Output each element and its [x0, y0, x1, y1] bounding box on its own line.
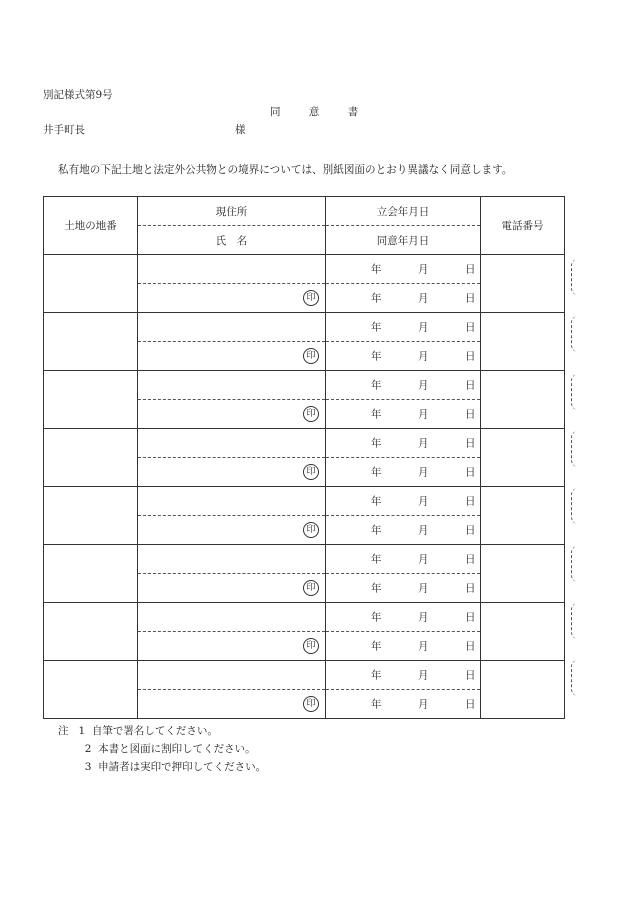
bracket-mark — [571, 259, 579, 295]
year-label: 年 — [371, 350, 382, 363]
date-field[interactable] — [326, 371, 481, 400]
seal-mark-icon: 印 — [303, 522, 319, 538]
table-row — [44, 661, 565, 690]
seal-mark-icon: 印 — [303, 696, 319, 712]
day-label: 日 — [465, 466, 476, 479]
month-label: 月 — [418, 263, 429, 276]
table-row — [44, 487, 565, 516]
month-label: 月 — [418, 379, 429, 392]
lot-number-field[interactable] — [44, 545, 138, 603]
year-label: 年 — [371, 640, 382, 653]
bracket-mark — [571, 488, 579, 524]
day-label: 日 — [465, 292, 476, 305]
header-lot-number: 土地の地番 — [44, 197, 138, 255]
phone-field[interactable] — [481, 371, 565, 429]
address-field[interactable] — [138, 371, 326, 400]
address-field[interactable] — [138, 429, 326, 458]
lot-number-field[interactable] — [44, 371, 138, 429]
document-title — [270, 104, 383, 119]
day-label: 日 — [465, 379, 476, 392]
lot-number-field[interactable] — [44, 313, 138, 371]
phone-field[interactable] — [481, 603, 565, 661]
year-label: 年 — [371, 611, 382, 624]
day-label: 日 — [465, 640, 476, 653]
month-label: 月 — [418, 669, 429, 682]
address-field[interactable] — [138, 545, 326, 574]
address-field[interactable] — [138, 661, 326, 690]
lot-number-field[interactable] — [44, 255, 138, 313]
address-field[interactable] — [138, 313, 326, 342]
month-label: 月 — [418, 495, 429, 508]
month-label: 月 — [418, 524, 429, 537]
year-label: 年 — [371, 582, 382, 595]
month-label: 月 — [418, 582, 429, 595]
month-label: 月 — [418, 437, 429, 450]
phone-field[interactable] — [481, 429, 565, 487]
consent-table — [43, 196, 565, 719]
phone-field[interactable] — [481, 255, 565, 313]
seal-mark-icon: 印 — [303, 406, 319, 422]
header-phone: 電話番号 — [481, 197, 565, 255]
consent-statement: 私有地の下記土地と法定外公共物との境界については、別紙図面のとおり異議なく同意します。 — [58, 164, 513, 176]
note-item: 3 申請者は実印で押印してください。 — [84, 761, 267, 773]
address-field[interactable] — [138, 487, 326, 516]
header-name: 氏 名 — [138, 226, 326, 255]
table-row — [44, 255, 565, 284]
year-label: 年 — [371, 263, 382, 276]
date-field[interactable] — [326, 284, 481, 313]
year-label: 年 — [371, 292, 382, 305]
day-label: 日 — [465, 698, 476, 711]
note-item: 注 1 自筆で署名してください。 — [58, 725, 218, 737]
header-witness-date: 立会年月日 — [326, 197, 481, 226]
date-field[interactable] — [326, 429, 481, 458]
title-char: 同 — [270, 106, 281, 118]
day-label: 日 — [465, 495, 476, 508]
bracket-mark — [571, 374, 579, 410]
title-char: 意 — [308, 106, 320, 118]
phone-field[interactable] — [481, 487, 565, 545]
bracket-mark — [571, 431, 579, 467]
month-label: 月 — [418, 466, 429, 479]
month-label: 月 — [418, 321, 429, 334]
header-current-address: 現住所 — [138, 197, 326, 226]
year-label: 年 — [371, 379, 382, 392]
date-field[interactable] — [326, 661, 481, 690]
year-label: 年 — [371, 321, 382, 334]
year-label: 年 — [371, 495, 382, 508]
bracket-mark — [571, 660, 579, 696]
date-field[interactable] — [326, 690, 481, 719]
date-field[interactable] — [326, 342, 481, 371]
month-label: 月 — [418, 611, 429, 624]
month-label: 月 — [418, 408, 429, 421]
year-label: 年 — [371, 437, 382, 450]
month-label: 月 — [418, 350, 429, 363]
day-label: 日 — [465, 321, 476, 334]
addressee: 井手町長 — [43, 124, 85, 136]
month-label: 月 — [418, 292, 429, 305]
day-label: 日 — [465, 669, 476, 682]
year-label: 年 — [371, 408, 382, 421]
name-field[interactable] — [138, 516, 326, 545]
name-field[interactable] — [138, 284, 326, 313]
header-consent-date: 同意年月日 — [326, 226, 481, 255]
address-field[interactable] — [138, 255, 326, 284]
lot-number-field[interactable] — [44, 661, 138, 719]
note-item: 2 本書と図面に割印してください。 — [84, 743, 256, 755]
lot-number-field[interactable] — [44, 603, 138, 661]
seal-mark-icon: 印 — [303, 348, 319, 364]
lot-number-field[interactable] — [44, 429, 138, 487]
notes — [58, 722, 266, 776]
day-label: 日 — [465, 350, 476, 363]
year-label: 年 — [371, 466, 382, 479]
day-label: 日 — [465, 553, 476, 566]
name-field[interactable] — [138, 690, 326, 719]
day-label: 日 — [465, 263, 476, 276]
bracket-mark — [571, 316, 579, 352]
table-row — [44, 545, 565, 574]
day-label: 日 — [465, 611, 476, 624]
address-field[interactable] — [138, 603, 326, 632]
day-label: 日 — [465, 408, 476, 421]
date-field[interactable] — [326, 574, 481, 603]
name-field[interactable] — [138, 342, 326, 371]
day-label: 日 — [465, 524, 476, 537]
day-label: 日 — [465, 437, 476, 450]
name-field[interactable] — [138, 574, 326, 603]
table-row — [44, 371, 565, 400]
year-label: 年 — [371, 669, 382, 682]
seal-mark-icon: 印 — [303, 290, 319, 306]
date-field[interactable] — [326, 516, 481, 545]
date-field[interactable] — [326, 313, 481, 342]
month-label: 月 — [418, 640, 429, 653]
name-field[interactable] — [138, 458, 326, 487]
year-label: 年 — [371, 698, 382, 711]
form-number: 別記様式第9号 — [43, 89, 113, 101]
honorific: 様 — [235, 124, 246, 136]
name-field[interactable] — [138, 632, 326, 661]
date-field[interactable] — [326, 487, 481, 516]
seal-mark-icon: 印 — [303, 580, 319, 596]
date-field[interactable] — [326, 632, 481, 661]
bracket-mark — [571, 546, 579, 582]
bracket-mark — [571, 603, 579, 639]
title-char: 書 — [347, 106, 359, 118]
seal-mark-icon: 印 — [303, 638, 319, 654]
date-field[interactable] — [326, 545, 481, 574]
month-label: 月 — [418, 553, 429, 566]
day-label: 日 — [465, 582, 476, 595]
table-row — [44, 429, 565, 458]
phone-field[interactable] — [481, 545, 565, 603]
table-row — [44, 313, 565, 342]
table-row — [44, 603, 565, 632]
date-field[interactable] — [326, 458, 481, 487]
year-label: 年 — [371, 553, 382, 566]
phone-field[interactable] — [481, 313, 565, 371]
date-field[interactable] — [326, 255, 481, 284]
name-field[interactable] — [138, 400, 326, 429]
lot-number-field[interactable] — [44, 487, 138, 545]
phone-field[interactable] — [481, 661, 565, 719]
date-field[interactable] — [326, 400, 481, 429]
seal-mark-icon: 印 — [303, 464, 319, 480]
year-label: 年 — [371, 524, 382, 537]
month-label: 月 — [418, 698, 429, 711]
date-field[interactable] — [326, 603, 481, 632]
